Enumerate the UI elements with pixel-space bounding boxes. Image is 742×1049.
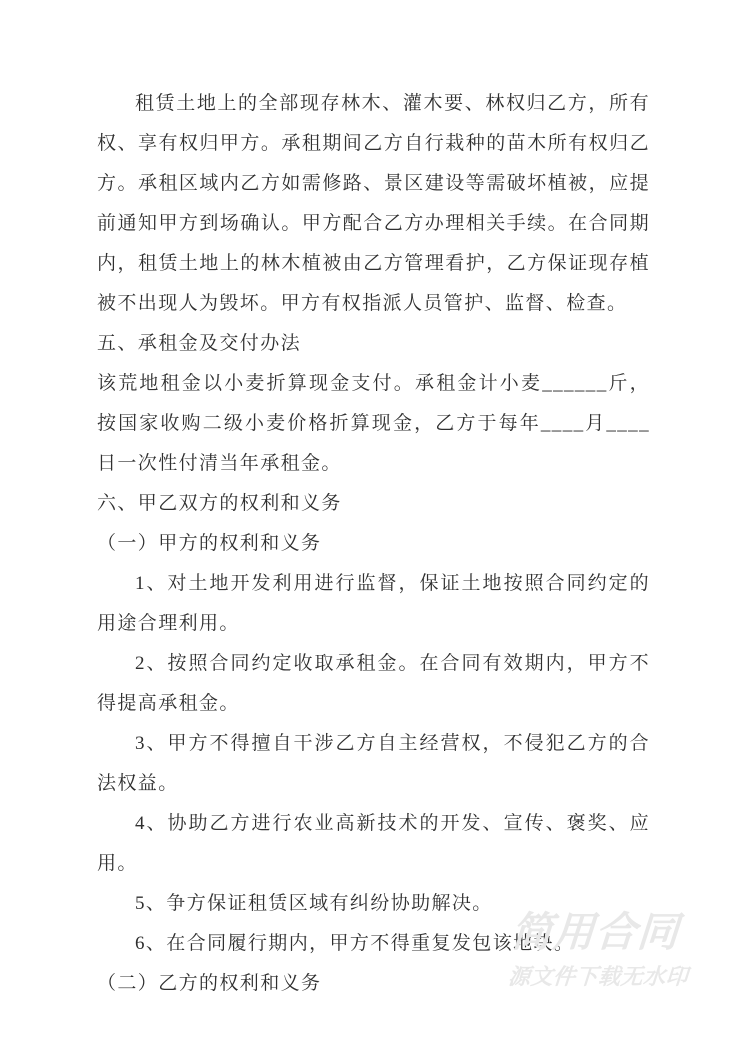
contract-body <box>97 84 650 1004</box>
watermark-logo-text: 简用合同 <box>509 909 681 955</box>
item-6-no-double-contracting: 6、在合同履行期内，甲方不得重复发包该地块。 <box>135 933 575 954</box>
item-4-assist-agritech: 4、协助乙方进行农业高新技术的开发、宣传、褒奖、应用。 <box>97 813 650 874</box>
item-2-collect-rent: 2、按照合同约定收取承租金。在合同有效期内，甲方不得提高承租金。 <box>97 653 650 714</box>
paragraph-forest-ownership: 租赁土地上的全部现存林木、灌木要、林权归乙方，所有权、享有权归甲方。承租期间乙方自行栽种的苗木所有权归乙方。承租区域内乙方如需修路、景区建设等需破坏植被，应提前通知甲方到场确认。甲方配合乙方办理相关手续。在合同期内，租赁土地上的林木植被由乙方管理看护，乙方保证现存植被不出现人为毁坏。甲方有权指派人员管护、监督、检查。 <box>97 93 650 314</box>
heading-party-b-rights: （二）乙方的权利和义务 <box>97 973 322 994</box>
heading-party-a-rights: （一）甲方的权利和义务 <box>97 533 322 554</box>
item-1-supervise-land-use: 1、对土地开发利用进行监督，保证土地按照合同约定的用途合理利用。 <box>97 573 650 634</box>
watermark-tagline: 源文件下载无水印 <box>507 964 690 989</box>
item-5-dispute-assistance: 5、争方保证租赁区域有纠纷协助解决。 <box>135 893 493 914</box>
heading-section-5-rent-payment: 五、承租金及交付办法 <box>97 333 302 354</box>
heading-section-6-rights-obligations: 六、甲乙双方的权利和义务 <box>97 493 342 514</box>
item-3-no-interference: 3、甲方不得擅自干涉乙方自主经营权，不侵犯乙方的合法权益。 <box>97 733 650 794</box>
paragraph-rent-wheat-conversion: 该荒地租金以小麦折算现金支付。承租金计小麦______斤，按国家收购二级小麦价格折算现金，乙方于每年____月____日一次性付清当年承租金。 <box>97 373 650 474</box>
watermark <box>507 909 692 989</box>
